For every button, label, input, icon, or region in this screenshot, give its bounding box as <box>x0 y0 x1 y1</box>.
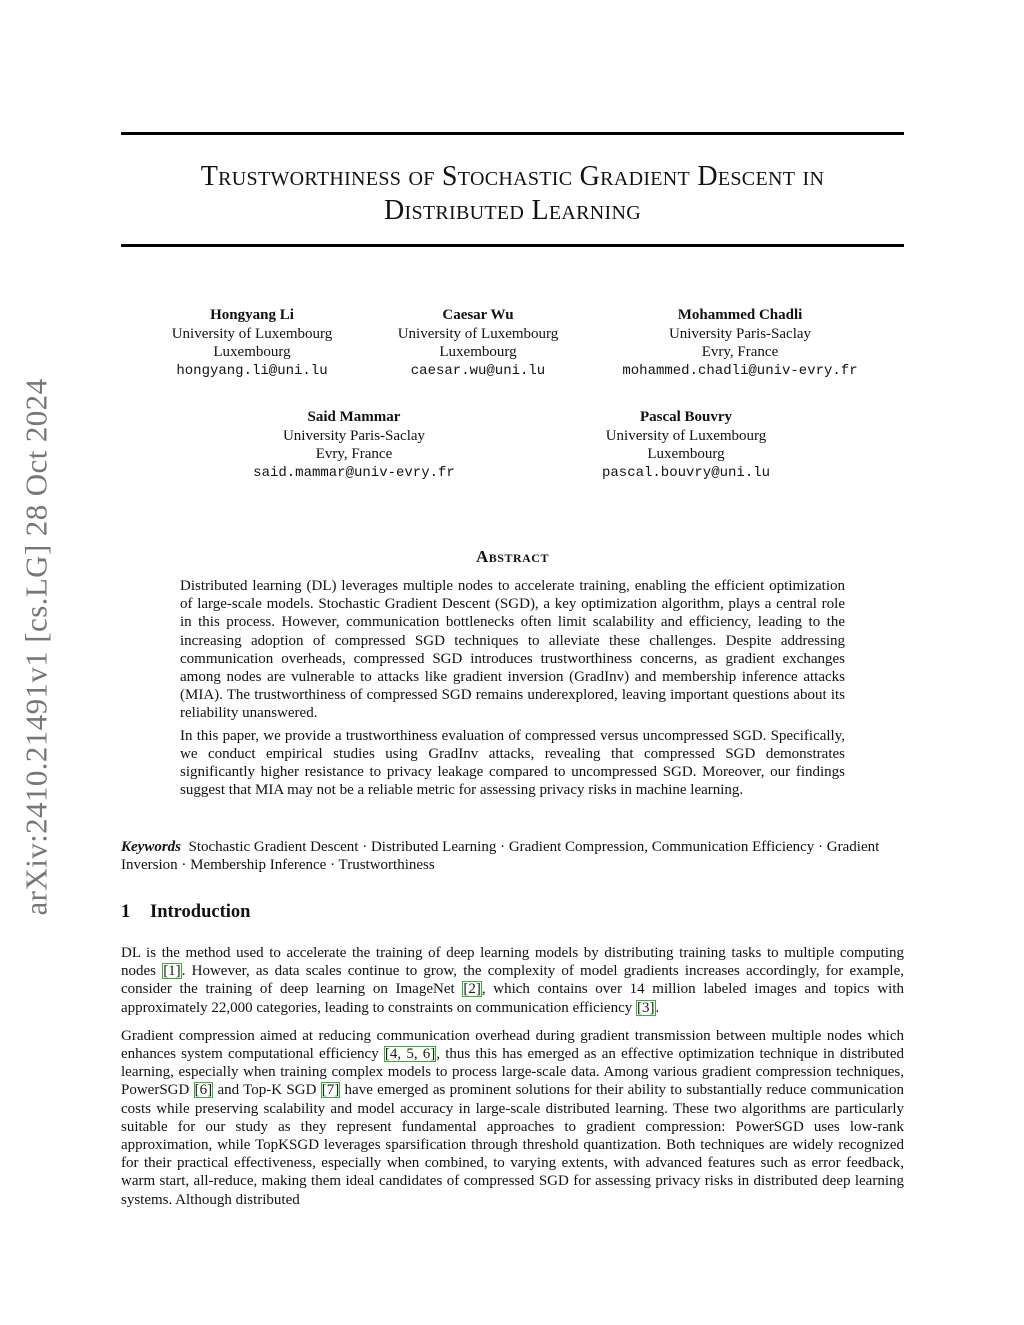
arxiv-identifier-stamp <box>6 357 66 937</box>
author-block-5 <box>576 408 796 482</box>
paper-title <box>121 160 904 228</box>
author-block-2 <box>378 306 578 380</box>
body-paragraph-1 <box>121 944 904 1017</box>
keywords-list: Stochastic Gradient Descent · Distributed Learning · Gradient Compression, Communication Efficiency · Gradient Inversion · Membership Inference · Trustworthiness <box>121 839 880 874</box>
keywords <box>121 838 904 874</box>
abstract-paragraph-1: Distributed learning (DL) leverages multiple nodes to accelerate training, enabling the efficient optimization of large-scale models. Stochastic Gradient Descent (SGD), a key optimization algorithm, plays a central role in this process. However, communication bottlenecks often limit scalability and efficiency, leading to the increasing adoption of compressed SGD techniques to alleviate these challenges. Despite addressing communication overheads, compressed SGD introduces trustworthiness concerns, as gradient exchanges among nodes are vulnerable to attacks like gradient inversion (GradInv) and membership inference attacks (MIA). The trustworthiness of compressed SGD remains underexplored, leaving important questions about its reliability unanswered. <box>180 578 845 722</box>
text-run: , thus this has emerged as an effective optimization technique in distributed learning, especially when training complex models to process large-scale data. Among various gradient compression techniques, PowerSGD <box>121 1046 904 1099</box>
author-name: Pascal Bouvry <box>639 409 733 425</box>
citation-link[interactable]: [1] <box>163 963 181 980</box>
author-block-3 <box>602 306 878 380</box>
arxiv-identifier-text: arXiv:2410.21491v1 [cs.LG] 28 Oct 2024 <box>18 378 54 916</box>
author-affiliation: University of Luxembourg <box>171 325 333 342</box>
author-block-1 <box>152 306 352 380</box>
author-name: Hongyang Li <box>210 307 294 323</box>
author-email[interactable]: hongyang.li@uni.lu <box>176 362 328 379</box>
text-run: DL is the method used to accelerate the training of deep learning models by distributing training tasks to multiple computing nodes <box>121 945 904 980</box>
citation-link[interactable]: [7] <box>321 1082 340 1099</box>
section-heading-introduction <box>121 902 250 923</box>
text-run: Gradient compression aimed at reducing communication overhead during gradient transmission between multiple nodes which enhances system computational efficiency <box>121 1027 904 1063</box>
author-block-4 <box>234 408 474 482</box>
citation-link[interactable]: [6] <box>194 1082 213 1099</box>
paper-title-line-2: Distributed Learning <box>384 195 641 226</box>
author-location: Evry, France <box>315 446 393 462</box>
author-affiliation: University Paris-Saclay <box>668 325 812 342</box>
title-top-rule <box>121 132 904 135</box>
author-affiliation: University of Luxembourg <box>397 325 559 342</box>
body-paragraph-2 <box>121 1027 904 1209</box>
text-run: , which contains over 14 million labeled images and topics with approximately 22,000 categories, leading to constraints on communication efficiency <box>121 981 904 1016</box>
author-affiliation: University of Luxembourg <box>605 427 767 444</box>
author-email[interactable]: said.mammar@univ-evry.fr <box>253 464 455 481</box>
author-email[interactable]: mohammed.chadli@univ-evry.fr <box>622 362 858 379</box>
author-location: Luxembourg <box>439 344 517 360</box>
text-run: have emerged as prominent solutions for their ability to substantially reduce communication costs while preserving scalability and model accuracy in large-scale distributed learning. These two algorithms are particularly suitable for our study as they represent fundamental approaches to gradient compression: PowerSGD uses low-rank approximation, while TopKSGD leverages sparsification through threshold quantization. Both techniques are widely recognized for their practical effectiveness, especially when combined, to varying extents, with advanced features such as error feedback, warm start, all-reduce, making them ideal candidates of compressed SGD for assessing privacy risks in distributed deep learning systems. Although distributed <box>121 1082 905 1208</box>
text-run: . <box>655 999 660 1016</box>
citation-link[interactable]: [4, 5, 6] <box>384 1046 436 1063</box>
author-name: Caesar Wu <box>442 307 514 323</box>
text-run: . However, as data scales continue to grow, the complexity of model gradients increases accordingly, for example, consider the training of deep learning on ImageNet <box>121 963 905 998</box>
citation-link[interactable]: [2] <box>463 981 481 998</box>
paper-title-line-1: Trustworthiness of Stochastic Gradient Descent in <box>200 161 825 192</box>
keywords-label: Keywords <box>121 839 181 855</box>
author-location: Luxembourg <box>647 446 725 462</box>
abstract-paragraph-2: In this paper, we provide a trustworthiness evaluation of compressed versus uncompressed SGD. Specifically, we conduct empirical studies using GradInv attacks, revealing that compressed SGD demonstrates significantly higher resistance to privacy leakage compared to uncompressed SGD. Moreover, our findings suggest that MIA may not be a reliable metric for assessing privacy risks in machine learning. <box>180 727 845 799</box>
author-name: Mohammed Chadli <box>677 307 803 323</box>
citation-link[interactable]: [3] <box>637 999 655 1016</box>
author-email[interactable]: caesar.wu@uni.lu <box>410 362 546 379</box>
author-name: Said Mammar <box>307 409 401 425</box>
author-location: Luxembourg <box>213 344 291 360</box>
author-email[interactable]: pascal.bouvry@uni.lu <box>601 464 771 481</box>
abstract-body <box>180 577 845 803</box>
author-location: Evry, France <box>701 344 779 360</box>
section-title: Introduction <box>150 902 251 922</box>
author-affiliation: University Paris-Saclay <box>282 427 426 444</box>
text-run: and Top-K SGD <box>213 1082 321 1099</box>
section-number: 1 <box>121 902 131 922</box>
title-bottom-rule <box>121 244 904 247</box>
abstract-heading: Abstract <box>476 547 549 566</box>
introduction-body <box>121 944 904 1219</box>
